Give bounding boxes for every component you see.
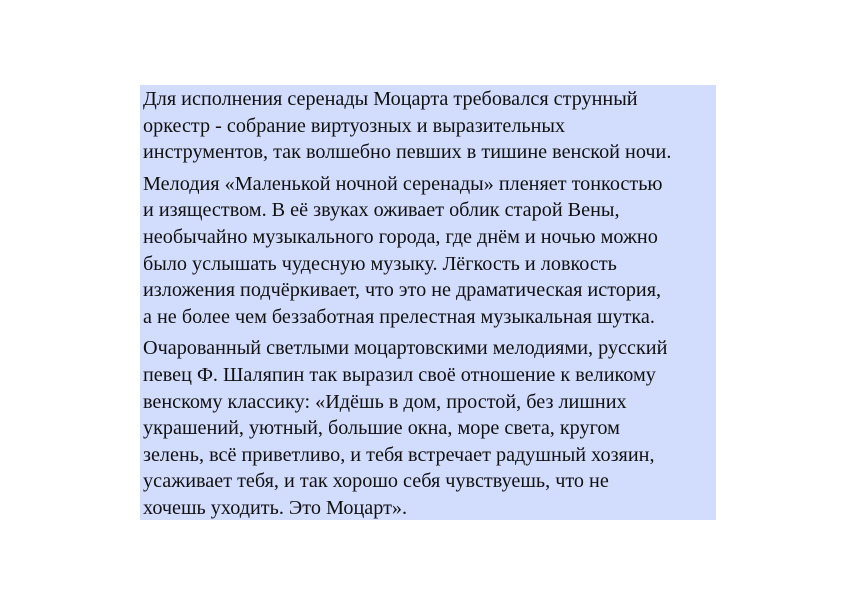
text-line: хочешь уходить. Это Моцарт».	[143, 496, 408, 519]
paragraph-chaliapin-quote	[143, 335, 712, 521]
text-line: было услышать чудесную музыку. Лёгкость и ловкость	[143, 252, 617, 275]
text-line: Мелодия «Маленькой ночной серенады» пленяет тонкостью	[143, 172, 663, 195]
text-line: необычайно музыкального города, где днём и ночью можно	[143, 225, 658, 248]
text-line: изложения подчёркивает, что это не драматическая история,	[143, 279, 662, 302]
text-block	[140, 85, 716, 520]
text-line: венскому классику: «Идёшь в дом, простой, без лишних	[143, 390, 627, 413]
text-line: Для исполнения серенады Моцарта требовался струнный	[143, 88, 638, 110]
text-line: украшений, уютный, большие окна, море света, кругом	[143, 417, 620, 440]
text-line: зелень, всё приветливо, и тебя встречает радушный хозяин,	[143, 443, 655, 466]
text-line: оркестр - собрание виртуозных и выразительных	[143, 114, 566, 137]
text-line: Очарованный светлыми моцартовскими мелодиями, русский	[143, 337, 668, 360]
text-line: усаживает тебя, и так хорошо себя чувствуешь, что не	[143, 470, 609, 493]
paragraph-serenade-orchestra	[143, 86, 712, 166]
paragraph-melody-vienna	[143, 171, 712, 331]
text-line: певец Ф. Шаляпин так выразил своё отношение к великому	[143, 363, 656, 386]
text-line: инструментов, так волшебно певших в тишине венской ночи.	[143, 141, 672, 164]
text-line: и изяществом. В её звуках оживает облик старой Вены,	[143, 199, 620, 222]
text-line: а не более чем беззаботная прелестная музыкальная шутка.	[143, 305, 655, 328]
